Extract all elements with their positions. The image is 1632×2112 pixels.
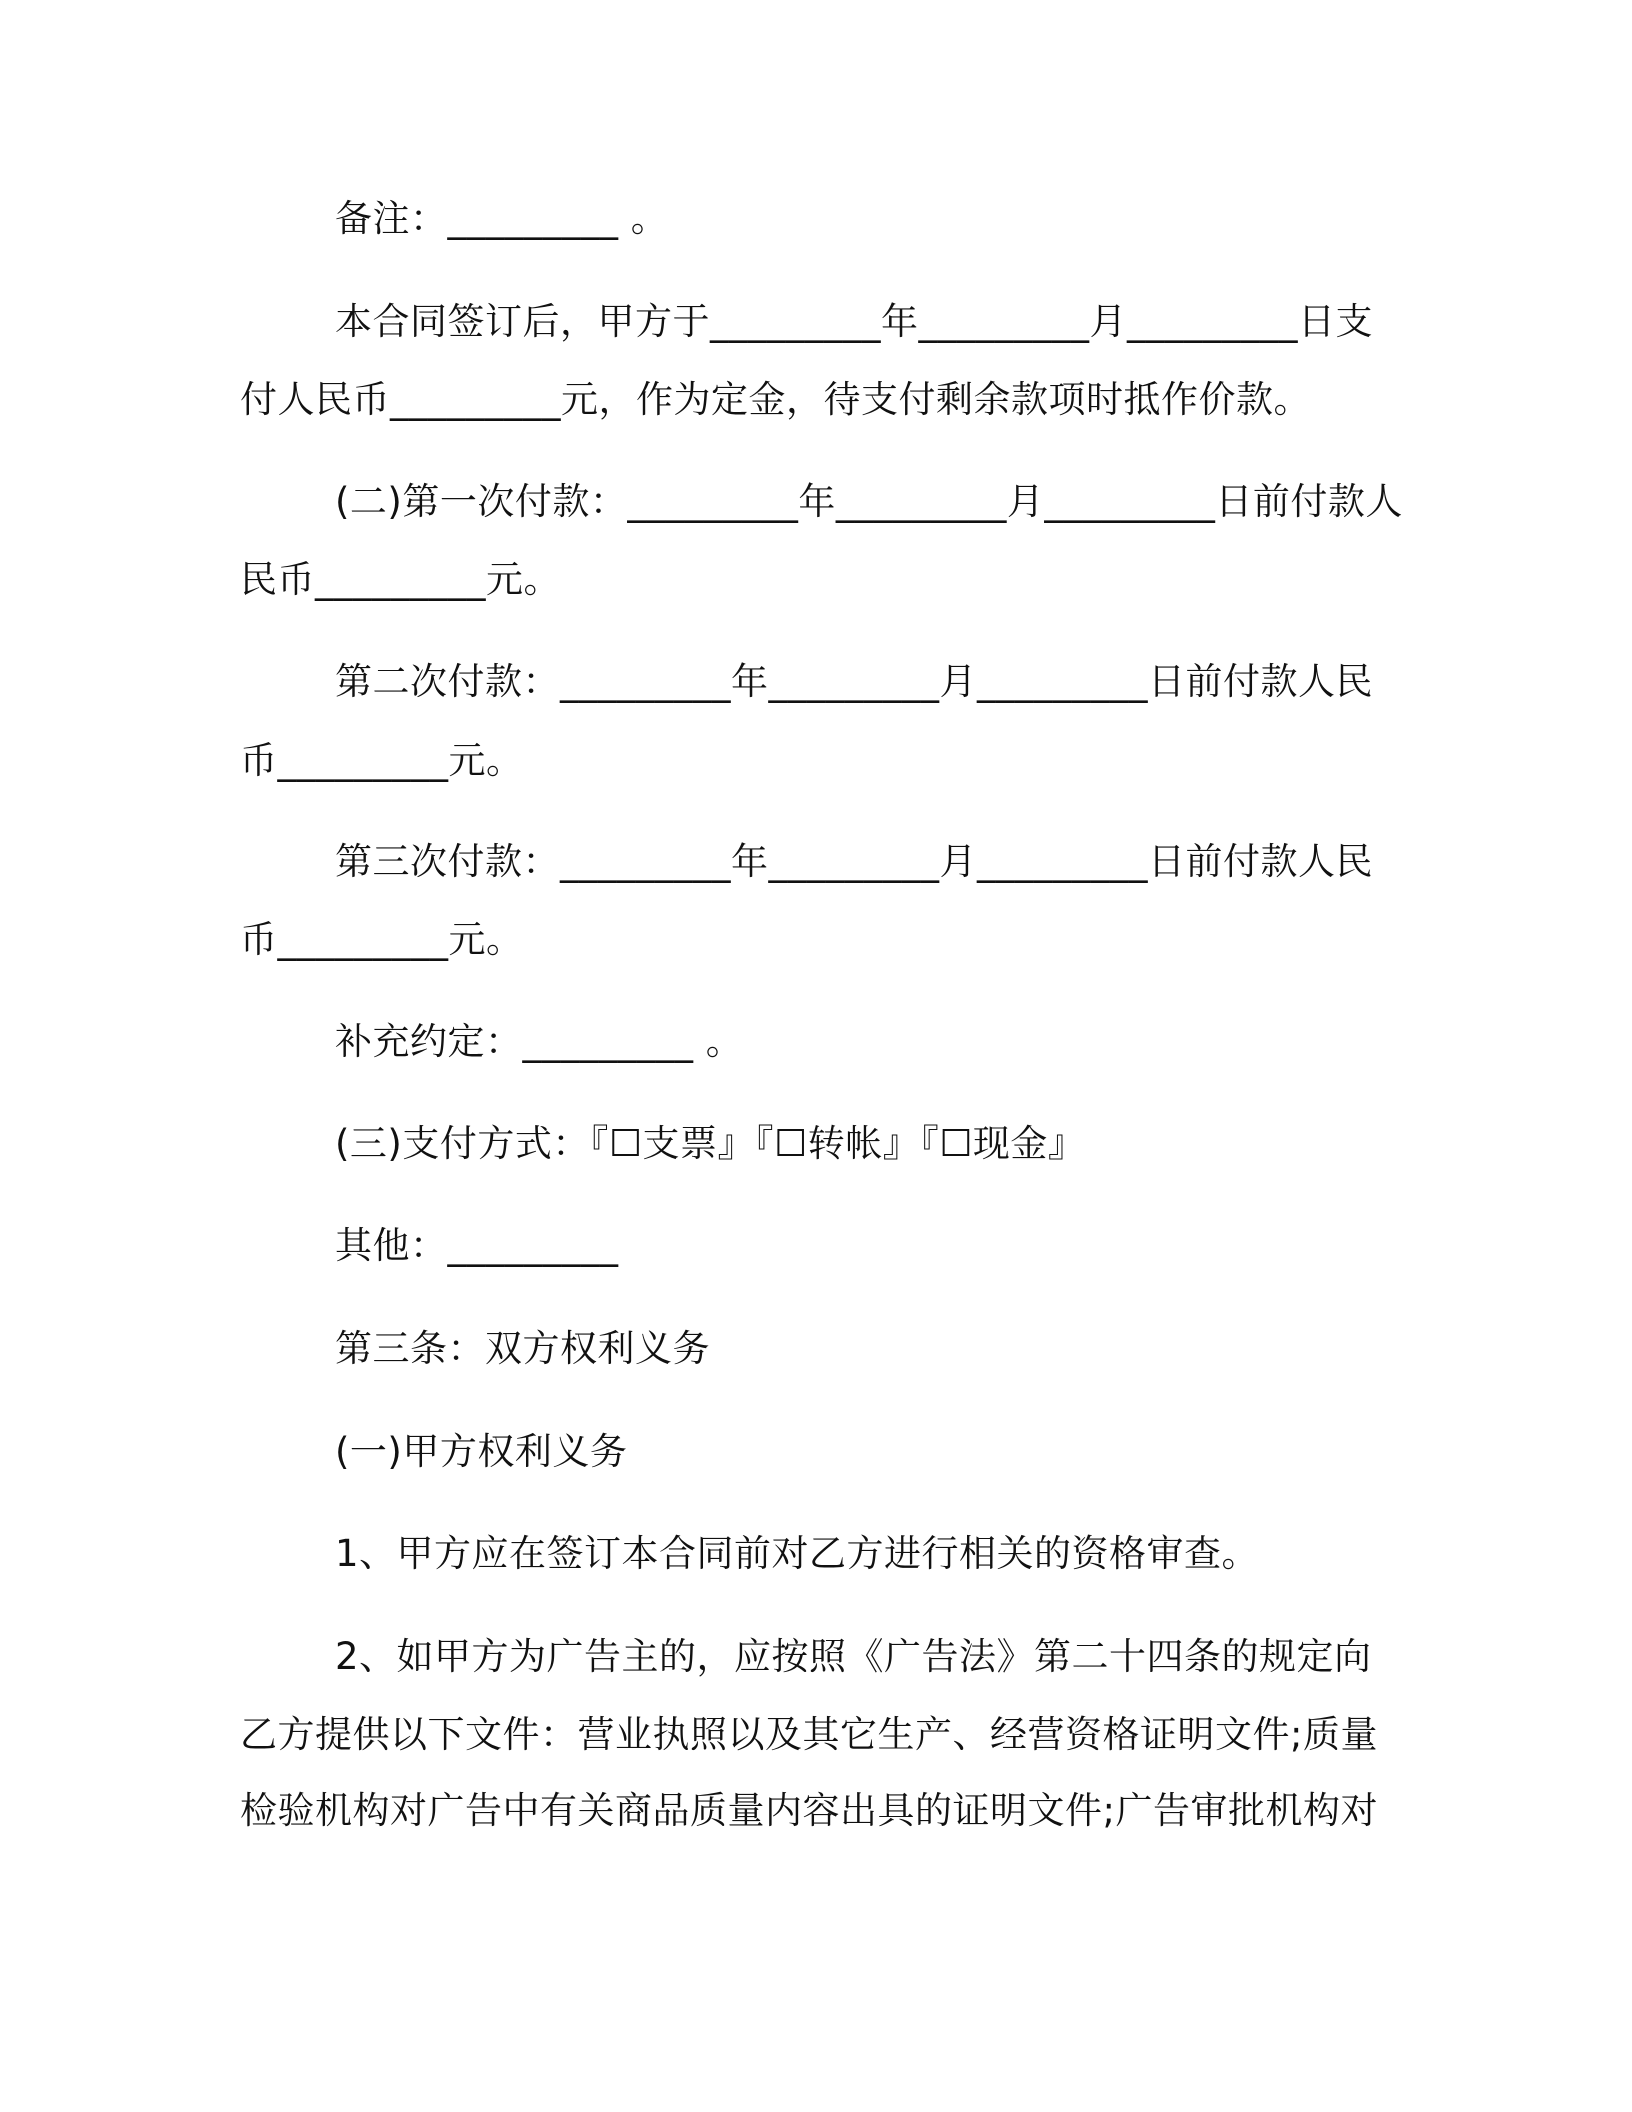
clause-2-line-3: 检验机构对广告中有关商品质量内容出具的证明文件;广告审批机构对 — [240, 1789, 1378, 1832]
third-payment-line-1: 第三次付款：_________年_________月_________日前付款人民 — [335, 840, 1373, 883]
clause-1: 1、甲方应在签订本合同前对乙方进行相关的资格审查。 — [335, 1532, 1260, 1575]
first-payment-line-2: 民币_________元。 — [240, 558, 561, 601]
other-line: 其他：_________ — [335, 1224, 619, 1267]
remarks-line: 备注：_________ 。 — [335, 197, 669, 240]
deposit-line-2: 付人民币_________元，作为定金，待支付剩余款项时抵作价款。 — [240, 378, 1311, 421]
clause-2-line-1: 2、如甲方为广告主的，应按照《广告法》第二十四条的规定向 — [335, 1635, 1372, 1678]
clause-2-line-2: 乙方提供以下文件：营业执照以及其它生产、经营资格证明文件;质量 — [240, 1713, 1378, 1756]
second-payment-line-2: 币_________元。 — [240, 739, 524, 782]
supplementary-agreement-line: 补充约定：_________ 。 — [335, 1020, 744, 1063]
party-a-rights-heading: (一)甲方权利义务 — [335, 1430, 628, 1473]
first-payment-line-1: (二)第一次付款：_________年_________月_________日前付款人 — [335, 480, 1403, 523]
second-payment-line-1: 第二次付款：_________年_________月_________日前付款人民 — [335, 660, 1373, 703]
deposit-line-1: 本合同签订后，甲方于_________年_________月_________日支 — [335, 300, 1373, 343]
payment-method-line: (三)支付方式：『☐支票』『☐转帐』『☐现金』 — [335, 1122, 1086, 1165]
third-payment-line-2: 币_________元。 — [240, 918, 524, 961]
article-three-heading: 第三条：双方权利义务 — [335, 1327, 710, 1370]
